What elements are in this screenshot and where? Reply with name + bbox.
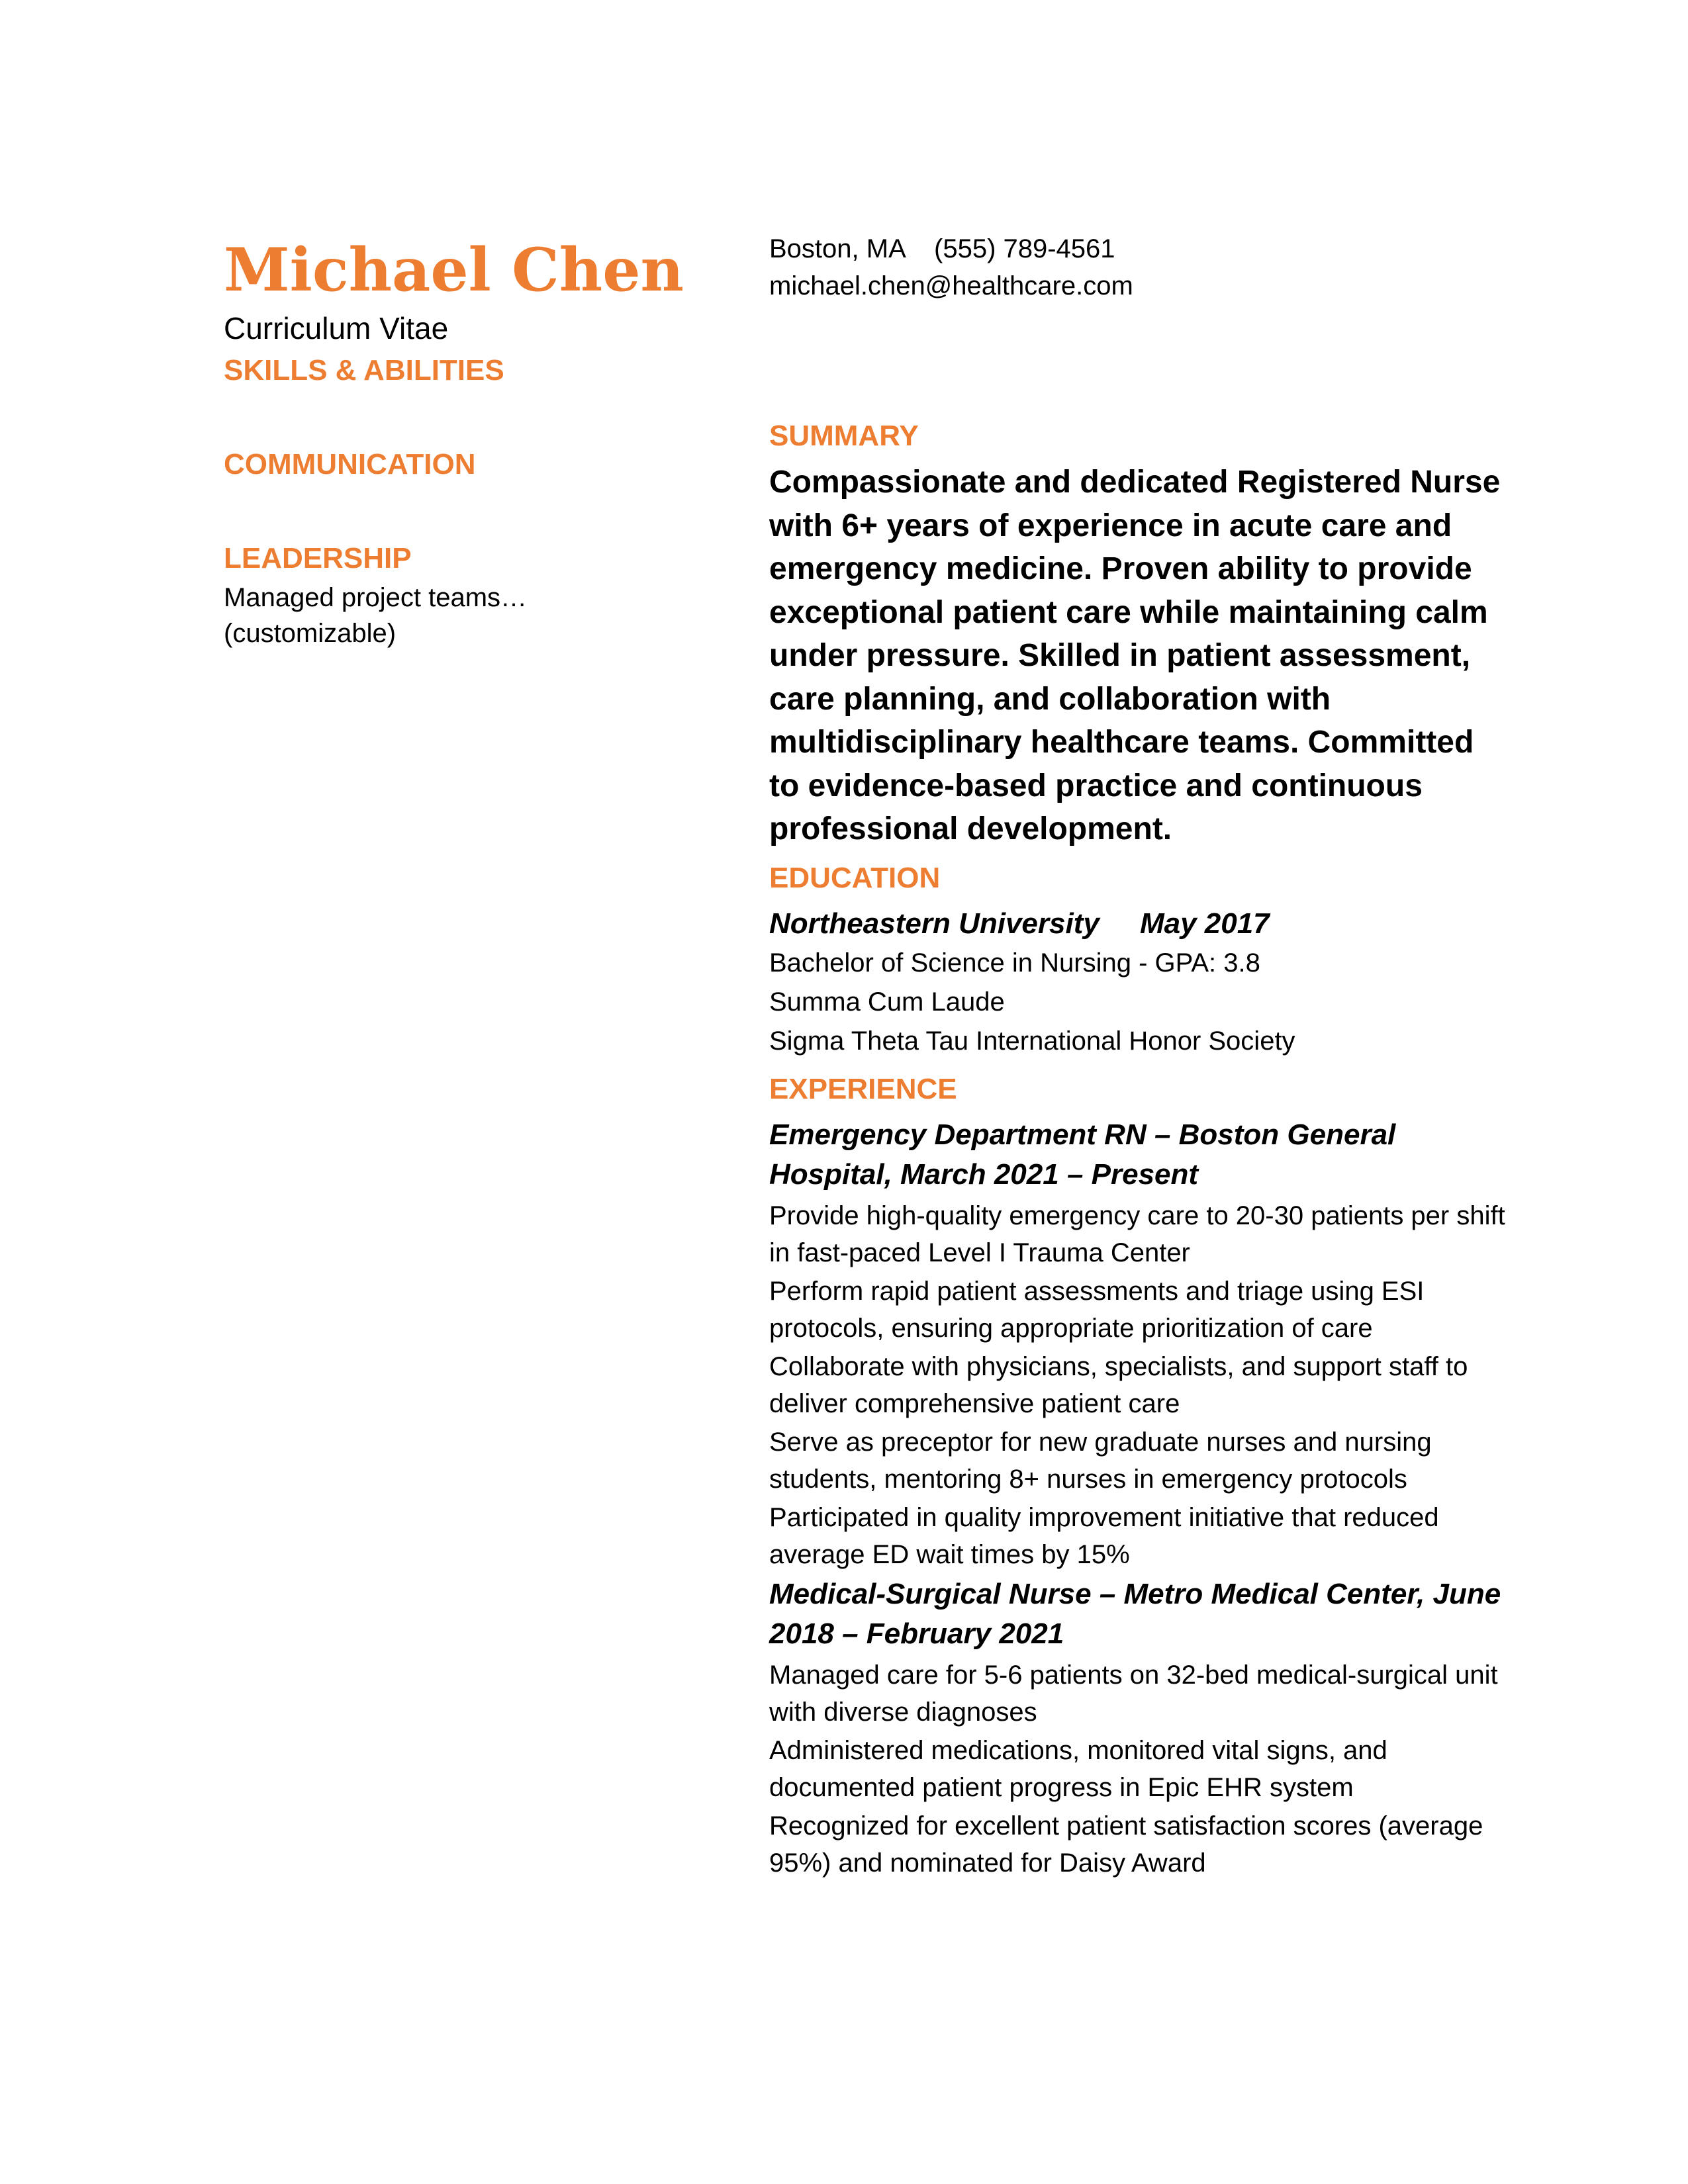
education-honor: Summa Cum Laude	[769, 987, 1005, 1017]
job-bullet: Collaborate with physicians, specialists, and support staff to deliver comprehensive patient care	[769, 1351, 1468, 1418]
right-column	[769, 230, 1511, 1882]
skill-description	[224, 580, 740, 651]
contact-email: michael.chen@healthcare.com	[769, 271, 1133, 300]
document-subtitle: Curriculum Vitae	[224, 311, 449, 345]
job-bullet: Participated in quality improvement initiative that reduced average ED wait times by 15%	[769, 1502, 1439, 1569]
skill-description-line: Managed project teams…	[224, 583, 528, 612]
skill-description-line: (customizable)	[224, 619, 397, 648]
skills-heading: SKILLS & ABILITIES	[224, 354, 504, 387]
education-institution-date: Northeastern University May 2017	[769, 907, 1270, 940]
skill-title: COMMUNICATION	[224, 448, 476, 480]
job-bullet: Perform rapid patient assessments and triage using ESI protocols, ensuring appropriate prioritization of care	[769, 1276, 1425, 1343]
summary-heading: SUMMARY	[769, 420, 919, 452]
skill-title: LEADERSHIP	[224, 542, 412, 574]
education-heading: EDUCATION	[769, 861, 941, 894]
summary-text: Compassionate and dedicated Registered Nurse with 6+ years of experience in acute care and emergency medicine. Proven ability to provide exceptional patient care while maintaining calm under pressure. Skilled in patient assessment, care planning, and collaboration with multidisciplinary healthcare teams. Committed to evidence-based practice and continuous professional development.	[769, 465, 1501, 846]
left-column	[224, 233, 740, 651]
skill-leadership	[224, 540, 740, 651]
candidate-name: Michael Chen	[224, 235, 684, 305]
education-society: Sigma Theta Tau International Honor Society	[769, 1026, 1295, 1056]
experience-heading: EXPERIENCE	[769, 1072, 957, 1105]
contact-location-phone: Boston, MA (555) 789-4561	[769, 234, 1115, 263]
job-entry	[769, 1574, 1511, 1882]
education-degree: Bachelor of Science in Nursing - GPA: 3.8	[769, 948, 1260, 978]
job-bullet: Managed care for 5-6 patients on 32-bed medical-surgical unit with diverse diagnoses	[769, 1660, 1498, 1727]
job-bullet: Serve as preceptor for new graduate nurses and nursing students, mentoring 8+ nurses in emergency protocols	[769, 1427, 1432, 1494]
job-bullet: Administered medications, monitored vital signs, and documented patient progress in Epic EHR system	[769, 1735, 1387, 1802]
job-bullet: Recognized for excellent patient satisfaction scores (average 95%) and nominated for Daisy Award	[769, 1811, 1483, 1878]
skill-communication	[224, 446, 740, 483]
job-entry	[769, 1115, 1511, 1573]
job-title: Medical-Surgical Nurse – Metro Medical Center, June 2018 – February 2021	[769, 1577, 1501, 1650]
job-bullet: Provide high-quality emergency care to 20-30 patients per shift in fast-paced Level I Trauma Center	[769, 1201, 1505, 1267]
job-title: Emergency Department RN – Boston General Hospital, March 2021 – Present	[769, 1118, 1396, 1191]
